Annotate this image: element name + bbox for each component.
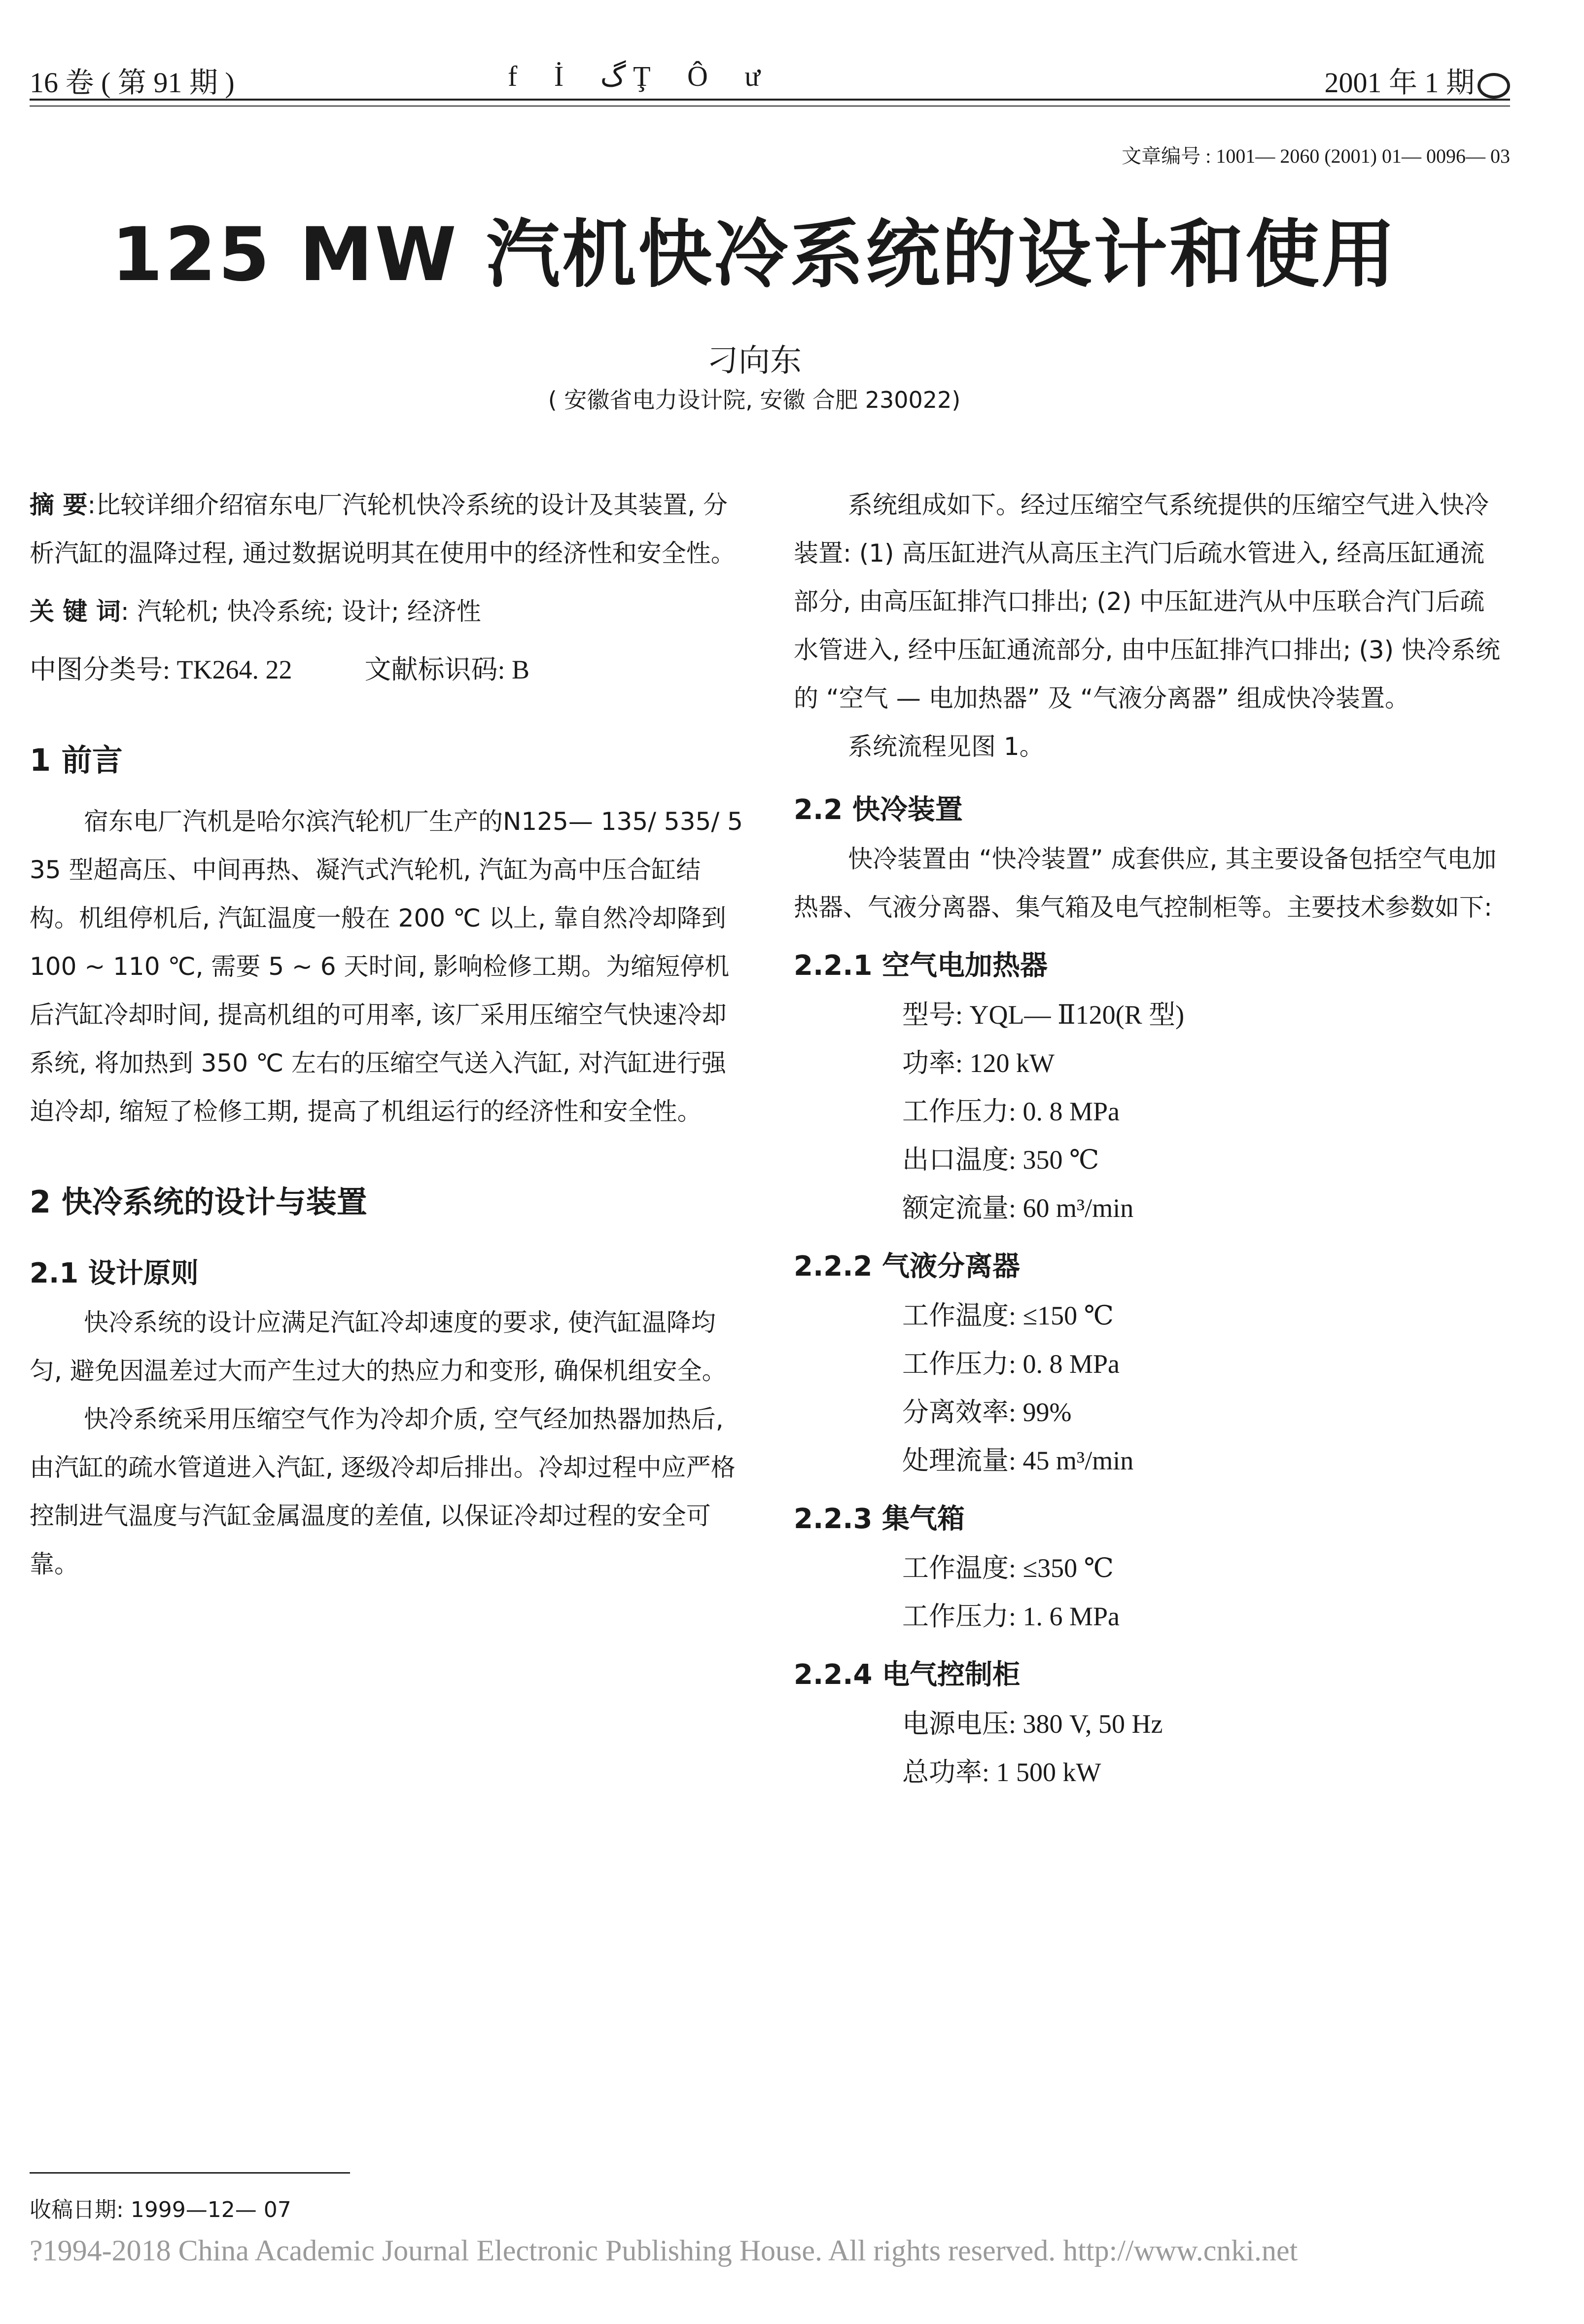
abstract-label: 摘 要 bbox=[30, 491, 88, 519]
article-id: 文章编号 : 1001— 2060 (2001) 01— 0096— 03 bbox=[1122, 145, 1510, 167]
header-rule-thin bbox=[30, 106, 1510, 107]
author: 刁向东 bbox=[707, 343, 802, 379]
separator-spec: 工作压力: 0. 8 MPa bbox=[902, 1349, 1120, 1379]
separator-spec: 处理流量: 45 m³/min bbox=[902, 1446, 1134, 1475]
classification bbox=[30, 645, 744, 694]
received-date: 收稿日期: 1999—12— 07 bbox=[30, 2197, 291, 2222]
collector-spec: 工作压力: 1. 6 MPa bbox=[902, 1602, 1120, 1631]
right-column bbox=[794, 481, 1509, 1796]
heater-spec: 出口温度: 350 ℃ bbox=[902, 1145, 1099, 1175]
header-rule bbox=[30, 99, 1510, 101]
heater-spec: 额定流量: 60 m³/min bbox=[902, 1193, 1134, 1223]
keywords bbox=[30, 587, 744, 636]
collector-spec: 工作温度: ≤350 ℃ bbox=[902, 1553, 1114, 1583]
header-date: 2001 年 1 期 bbox=[1324, 59, 1510, 101]
affiliation: ( 安徽省电力设计院, 安徽 合肥 230022) bbox=[548, 387, 961, 413]
heater-spec: 工作压力: 0. 8 MPa bbox=[902, 1097, 1120, 1126]
section-2-2-heading: 2.2 快冷装置 bbox=[794, 794, 963, 826]
section-2-2-4-heading: 2.2.4 电气控制柜 bbox=[794, 1659, 1020, 1691]
separator-spec: 工作温度: ≤150 ℃ bbox=[902, 1301, 1114, 1330]
section-2-2-1-heading: 2.2.1 空气电加热器 bbox=[794, 950, 1048, 982]
heater-spec: 功率: 120 kW bbox=[902, 1048, 1055, 1078]
keywords-text: : 汽轮机; 快冷系统; 设计; 经济性 bbox=[120, 597, 481, 626]
section-2-1-heading: 2.1 设计原则 bbox=[30, 1257, 199, 1289]
left-column bbox=[30, 481, 744, 1588]
copyright-footer: ?1994-2018 China Academic Journal Electronic Publishing House. All rights reserved. http://www.cnki.net bbox=[30, 2234, 1298, 2267]
code-value: : B bbox=[497, 655, 530, 684]
abstract bbox=[30, 481, 744, 577]
heater-spec: 型号: YQL— Ⅱ120(R 型) bbox=[902, 1000, 1185, 1030]
section-2-2-2-heading: 2.2.2 气液分离器 bbox=[794, 1251, 1020, 1283]
header-journal-title: f İ گ Ţ Ô ư bbox=[508, 60, 775, 92]
header-issue: 16 卷 ( 第 91 期 ) bbox=[30, 67, 235, 99]
separator-spec: 分离效率: 99% bbox=[902, 1397, 1072, 1427]
section-2-1-paragraph-2: 快冷系统采用压缩空气作为冷却介质, 空气经加热器加热后, 由汽缸的疏水管道进入汽缸, 逐级冷却后排出。冷却过程中应严格控制进气温度与汽缸金属温度的差值, 以保证冷却过程的安全可靠。 bbox=[30, 1405, 736, 1578]
system-description: 系统组成如下。经过压缩空气系统提供的压缩空气进入快冷装置: (1) 高压缸进汽从高压主汽门后疏水管进入, 经高压缸通流部分, 由高压缸排汽口排出; (2) 中压缸进汽从中压联合汽门后疏水管进入, 经中压缸通流部分, 由中压缸排汽口排出; (3) 快冷系统的 “空气 — 电加热器” 及 “气液分离器” 组成快冷装置。 bbox=[794, 491, 1501, 713]
section-2-1-paragraph-1: 快冷系统的设计应满足汽缸冷却速度的要求, 使汽缸温降均匀, 避免因温差过大而产生过大的热应力和变形, 确保机组安全。 bbox=[30, 1308, 727, 1385]
section-2-2-paragraph: 快冷装置由 “快冷装置” 成套供应, 其主要设备包括空气电加热器、气液分离器、集气箱及电气控制柜等。主要技术参数如下: bbox=[794, 845, 1497, 922]
section-2-2-3-heading: 2.2.3 集气箱 bbox=[794, 1503, 965, 1535]
journal-logo-icon bbox=[1478, 73, 1510, 99]
clc-value: : TK264. 22 bbox=[163, 655, 292, 684]
figure-reference: 系统流程见图 1。 bbox=[848, 732, 1044, 761]
control-cabinet-spec: 电源电压: 380 V, 50 Hz bbox=[902, 1709, 1163, 1739]
section-1-heading: 1 前言 bbox=[30, 742, 123, 778]
section-1-paragraph: 宿东电厂汽机是哈尔滨汽轮机厂生产的N125— 135/ 535/ 535 型超高压、中间再热、凝汽式汽轮机, 汽缸为高中压合缸结构。机组停机后, 汽缸温度一般在 200 ℃ 以上, 靠自然冷却降到 100 ~ 110 ℃, 需要 5 ~ 6 天时间, 影响检修工期。为缩短停机后汽缸冷却时间, 提高机组的可用率, 该厂采用压缩空气快速冷却系统, 将加热到 350 ℃ 左右的压缩空气送入汽缸, 对汽缸进行强迫冷却, 缩短了检修工期, 提高了机组运行的经济性和安全性。 bbox=[30, 807, 743, 1126]
clc-label: 中图分类号 bbox=[30, 655, 163, 684]
paper-title: 125 MW 汽机快冷系统的设计和使用 bbox=[111, 212, 1398, 298]
abstract-text: :比较详细介绍宿东电厂汽轮机快冷系统的设计及其装置, 分析汽缸的温降过程, 通过数据说明其在使用中的经济性和安全性。 bbox=[30, 491, 736, 568]
keywords-label: 关 键 词 bbox=[30, 597, 121, 626]
code-label: 文献标识码 bbox=[364, 655, 498, 684]
footnote-rule bbox=[30, 2172, 350, 2174]
control-cabinet-spec: 总功率: 1 500 kW bbox=[902, 1757, 1101, 1787]
section-2-heading: 2 快冷系统的设计与装置 bbox=[30, 1184, 367, 1220]
